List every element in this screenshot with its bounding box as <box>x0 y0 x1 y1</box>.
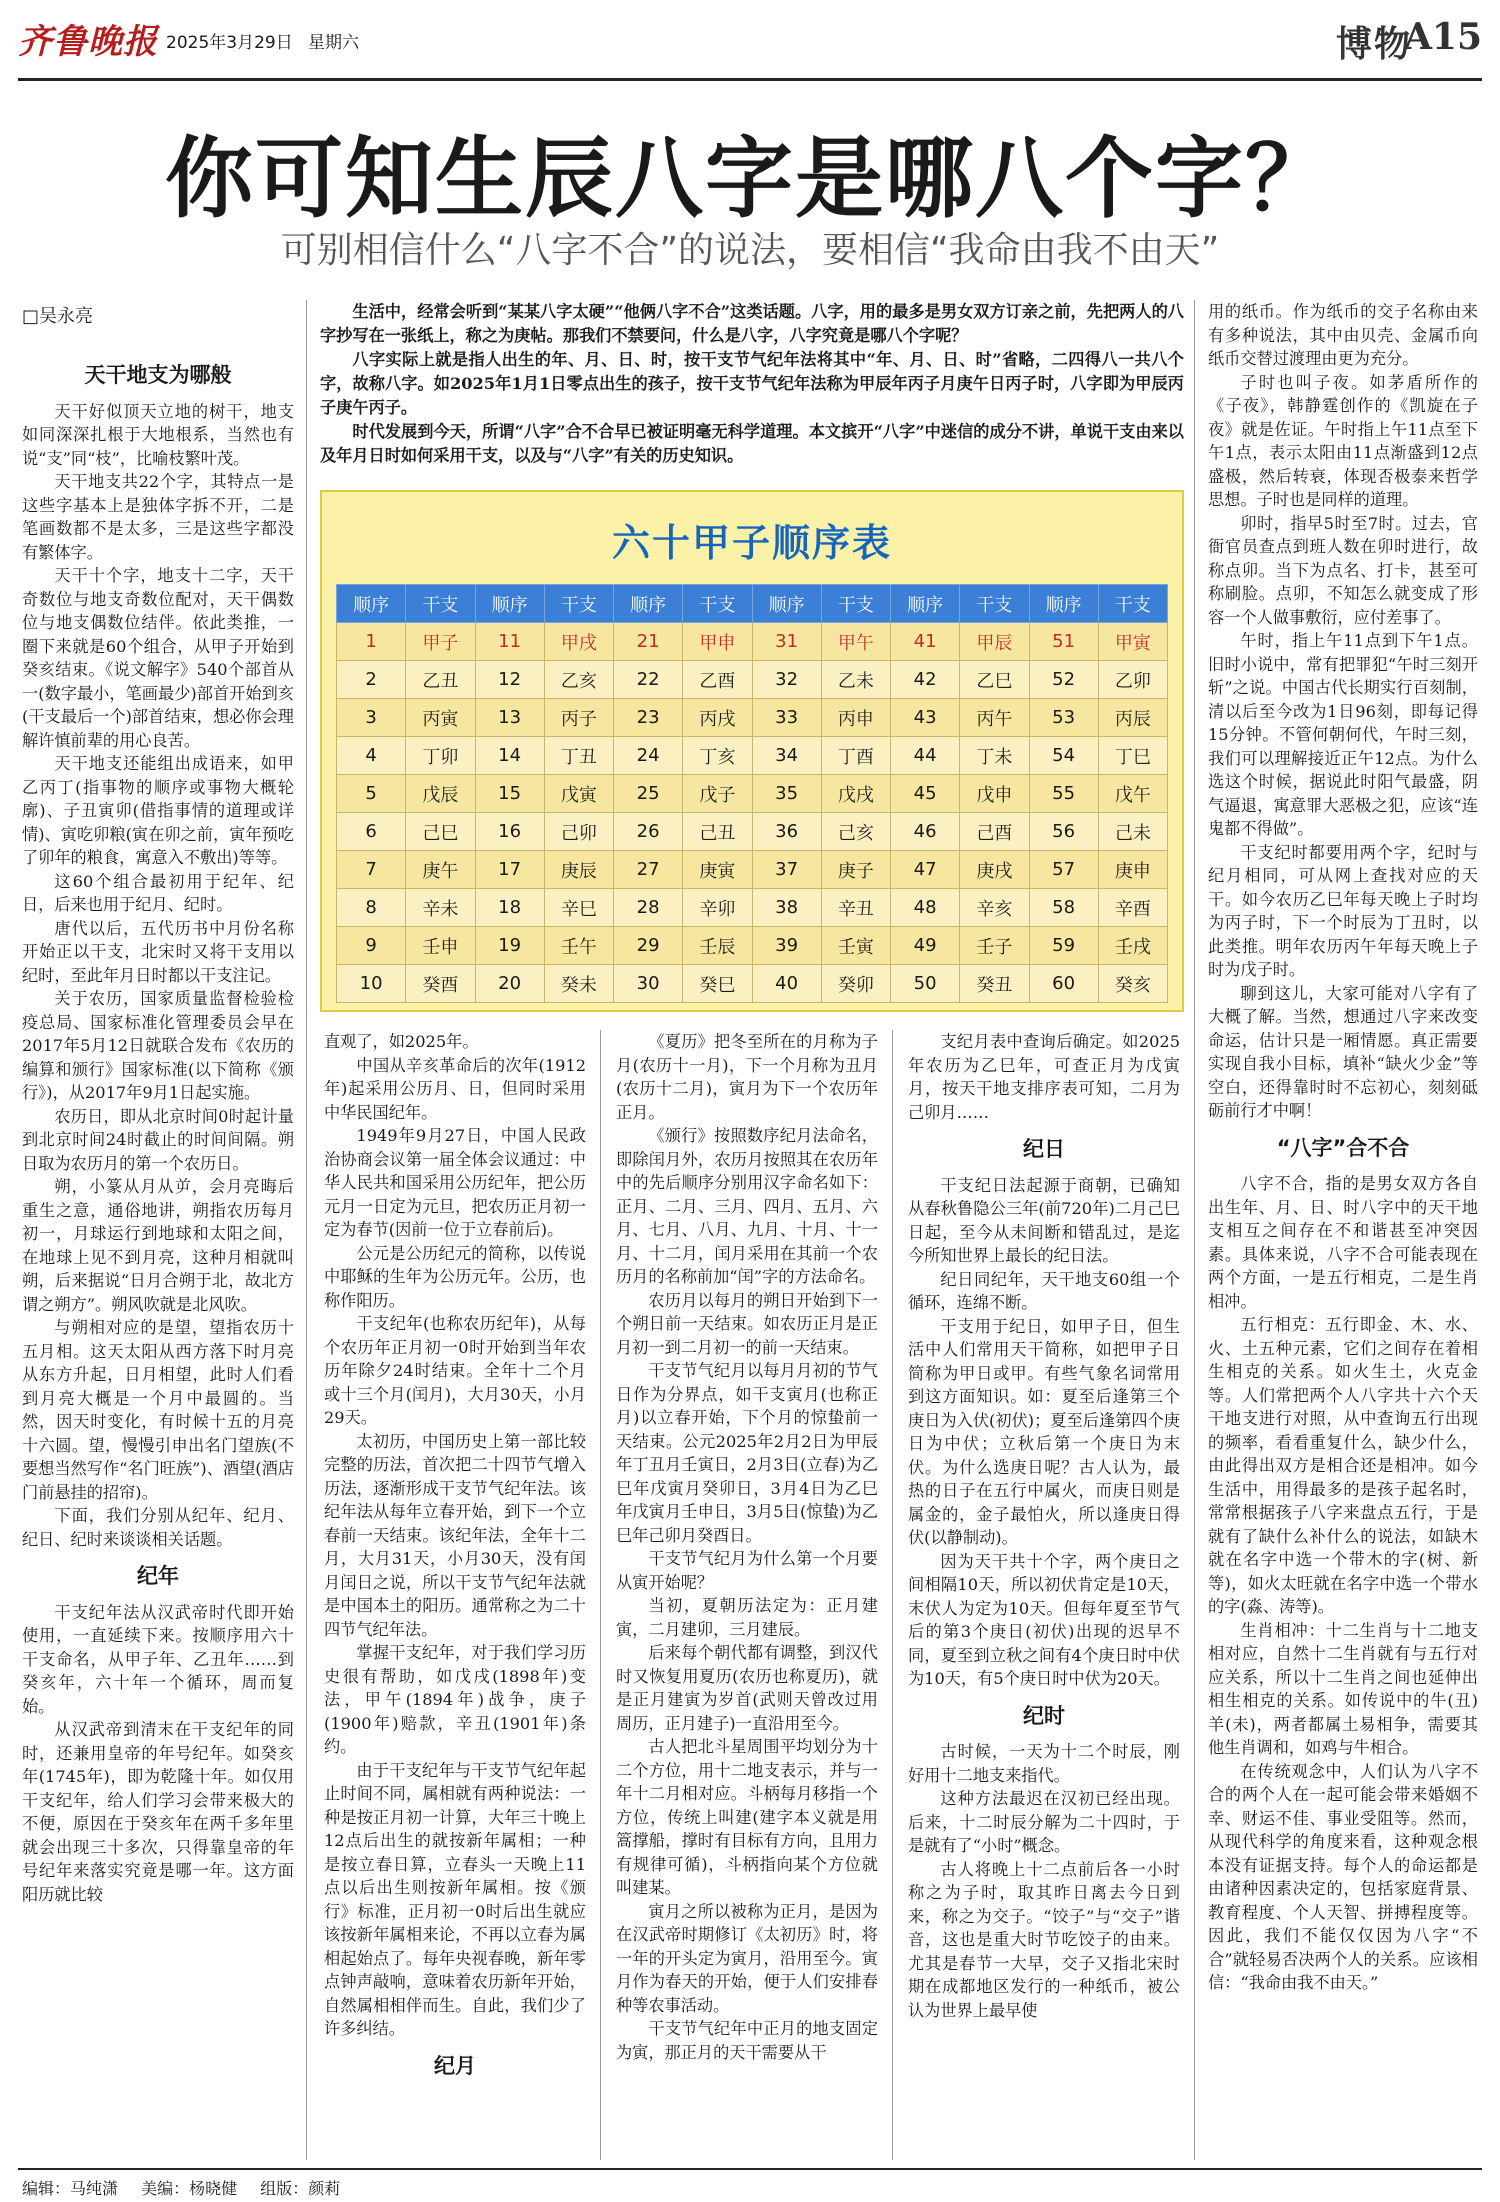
table-order-cell: 13 <box>475 699 544 737</box>
table-order-cell: 54 <box>1029 737 1098 775</box>
column-right <box>1208 300 1478 2160</box>
table-order-cell: 16 <box>475 813 544 851</box>
table-title: 六十甲子顺序表 <box>611 521 892 565</box>
table-ganzhi-cell: 辛酉 <box>1098 889 1167 927</box>
table-ganzhi-cell: 癸亥 <box>1098 965 1167 1003</box>
table-ganzhi-cell: 乙卯 <box>1098 661 1167 699</box>
body-paragraph: 干支用于纪日，如甲子日，但生活中人们常用天干简称，如把甲子日简称为甲日或甲。有些气象名词常用到这方面知识。如：夏至后逢第三个庚日为入伏(初伏)；夏至后逢第四个庚日为中伏；立秋后第一个庚日为末伏。为什么选庚日呢？古人认为，最热的日子在五行中属火，而庚日则是属金的，金子最怕火，所以逢庚日得伏(以静制动)。 <box>908 1316 1180 1547</box>
table-ganzhi-cell: 辛未 <box>406 889 475 927</box>
body-paragraph: 这60个组合最初用于纪年、纪日，后来也用于纪月、纪时。 <box>22 871 294 914</box>
body-paragraph: 支纪月表中查询后确定。如2025年农历为乙巳年，可查正月为戊寅月，按天干地支排序表可知，二月为己卯月…… <box>908 1032 1180 1122</box>
intro-paragraph: 八字实际上就是指人出生的年、月、日、时，按干支节气纪年法将其中“年、月、日、时”省略，二四得八一共八个字，故称八字。如2025年1月1日零点出生的孩子，按干支节气纪年法称为甲辰年丙子月庚午日丙子时，八字即为甲辰丙子庚午丙子。 <box>320 350 1184 417</box>
byline: □吴永亮 <box>22 306 94 327</box>
table-ganzhi-cell: 辛卯 <box>683 889 752 927</box>
intro-paragraph: 时代发展到今天，所谓“八字”合不合早已被证明毫无科学道理。本文摈开“八字”中迷信的成分不讲，单说干支由来以及年月日时如何采用干支，以及与“八字”有关的历史知识。 <box>320 422 1184 465</box>
column-mid-2 <box>616 1030 878 2160</box>
masthead <box>18 14 1482 72</box>
body-paragraph: 《颁行》按照数序纪月法命名，即除闰月外，农历月按照其在农历年中的先后顺序分别用汉字命名如下：正月、二月、三月、四月、五月、六月、七月、八月、九月、十月、十一月、十二月，闰月采用在其前一个农历月的名称前加“闰”字的方法命名。 <box>616 1126 878 1286</box>
table-row <box>337 813 1168 851</box>
body-paragraph: 干支纪时都要用两个字，纪时与纪月相同，可从网上查找对应的天干。如今农历乙巳年每天晚上子时均为丙子时，下一个时辰为丁丑时，以此类推。明年农历丙午年每天晚上子时为戊子时。 <box>1208 842 1478 979</box>
table-order-cell: 17 <box>475 851 544 889</box>
body-paragraph: 从汉武帝到清末在干支纪年的同时，还兼用皇帝的年号纪年。如癸亥年(1745年)，即为乾隆十年。如仅用干支纪年，给人们学习会带来极大的不便，原因在于癸亥年在两千多年里就会出现三十多次，只得靠皇帝的年号纪年来落实究竟是哪一年。这方面阳历就比较 <box>22 1720 294 1904</box>
footer-rule <box>18 2168 1482 2170</box>
body-paragraph: 寅月之所以被称为正月，是因为在汉武帝时期修订《太初历》时，将一年的开头定为寅月，沿用至今。寅月作为春天的开始，便于人们安排春种等农事活动。 <box>616 1901 878 2015</box>
table-ganzhi-cell: 丙寅 <box>406 699 475 737</box>
body-paragraph: 下面，我们分别从纪年、纪月、纪日、纪时来谈谈相关话题。 <box>22 1506 294 1549</box>
column-mid-1 <box>324 1030 586 2160</box>
body-paragraph: 天干地支还能组出成语来，如甲乙丙丁(指事物的顺序或事物大概轮廓)、子丑寅卯(借指事情的道理或详情)、寅吃卯粮(寅在卯之前，寅年预吃了卯年的粮食，寓意入不敷出)等等。 <box>22 754 294 867</box>
table-ganzhi-cell: 壬子 <box>960 927 1029 965</box>
table-order-cell: 57 <box>1029 851 1098 889</box>
table-order-cell: 2 <box>337 661 406 699</box>
body-paragraph: 太初历，中国历史上第一部比较完整的历法，首次把二十四节气增入历法，逐渐形成干支节气纪年法。该纪年法从每年立春开始，到下一个立春前一天结束。该纪年法，全年十二月，大月31天，小月30天，没有闰月闰日之说，所以干支节气纪年法就是中国本土的阳历。通常称之为二十四节气纪年法。 <box>324 1431 586 1639</box>
body-paragraph: 五行相克：五行即金、木、水、火、土五种元素，它们之间存在着相生相克的关系。如火生土，火克金等。人们常把两个人八字共十六个天干地支进行对照，从中查询五行出现的频率，看看重复什么，缺少什么，由此得出双方是相合还是相冲。如今生活中，用得最多的是孩子起名时，常常根据孩子八字来盘点五行，于是就有了缺什么补什么的说法，如缺木就在名字中选一个带木的字(树、新等)，如火太旺就在名字中选一个带水的字(淼、涛等)。 <box>1208 1315 1478 1616</box>
table-ganzhi-cell: 丁亥 <box>683 737 752 775</box>
body-paragraph: 子时也叫子夜。如茅盾所作的《子夜》，韩静霆创作的《凯旋在子夜》就是佐证。午时指上午11点至下午1点，表示太阳由11点渐盛到12点盛极，然后转衰，体现否极泰来哲学思想。子时也是同样的道理。 <box>1208 372 1478 509</box>
table-ganzhi-cell: 庚辰 <box>544 851 613 889</box>
table-ganzhi-cell: 丙戌 <box>683 699 752 737</box>
table-order-cell: 58 <box>1029 889 1098 927</box>
body-paragraph: 关于农历，国家质量监督检验检疫总局、国家标准化管理委员会早在2017年5月12日就联合发布《农历的编算和颁行》国家标准(以下简称《颁行》)，从2017年9月1日起实施。 <box>22 989 294 1102</box>
table-order-cell: 1 <box>337 623 406 661</box>
body-paragraph: 干支节气纪月为什么第一个月要从寅开始呢？ <box>616 1549 878 1592</box>
body-paragraph: 农历月以每月的朔日开始到下一个朔日前一天结束。如农历正月是正月初一到二月初一的前一天结束。 <box>616 1290 878 1357</box>
body-paragraph: 干支纪日法起源于商朝，已确知从春秋鲁隐公三年(前720年)二月己巳日起，至今从未间断和错乱过，是迄今所知世界上最长的纪日法。 <box>908 1175 1180 1265</box>
table-ganzhi-cell: 己酉 <box>960 813 1029 851</box>
section-label: 博物 <box>1335 23 1412 65</box>
table-order-cell: 23 <box>614 699 683 737</box>
table-order-cell: 52 <box>1029 661 1098 699</box>
table-order-cell: 19 <box>475 927 544 965</box>
body-paragraph: 干支纪年(也称农历纪年)，从每个农历年正月初一0时开始到当年农历年除夕24时结束。全年十二个月或十三个月(闰月)，大月30天，小月29天。 <box>324 1314 586 1427</box>
body-paragraph: 掌握干支纪年，对于我们学习历史很有帮助，如戊戌(1898年)变法，甲午(1894年)战争，庚子(1900年)赔款，辛丑(1901年)条约。 <box>324 1643 586 1756</box>
section-heading: 纪时 <box>1023 1703 1065 1728</box>
table-order-cell: 9 <box>337 927 406 965</box>
jiazi-table-box <box>320 490 1184 1012</box>
table-ganzhi-cell: 己未 <box>1098 813 1167 851</box>
table-order-cell: 47 <box>891 851 960 889</box>
section-heading: 纪年 <box>137 1564 179 1588</box>
body-paragraph: 这种方法最迟在汉初已经出现。后来，十二时辰分解为二十四时，于是就有了“小时”概念。 <box>908 1789 1180 1855</box>
table-header-cell: 顺序 <box>614 585 683 623</box>
table-ganzhi-cell: 甲寅 <box>1098 623 1167 661</box>
table-ganzhi-cell: 壬申 <box>406 927 475 965</box>
table-ganzhi-cell: 壬戌 <box>1098 927 1167 965</box>
table-order-cell: 24 <box>614 737 683 775</box>
table-order-cell: 32 <box>752 661 821 699</box>
column-rule <box>600 1030 601 2160</box>
body-paragraph: 直观了，如2025年。 <box>324 1032 479 1051</box>
table-order-cell: 12 <box>475 661 544 699</box>
column-rule <box>1194 300 1195 2160</box>
section-heading: 纪月 <box>434 2053 476 2078</box>
table-order-cell: 15 <box>475 775 544 813</box>
table-ganzhi-cell: 乙亥 <box>544 661 613 699</box>
body-paragraph: 干支纪年法从汉武帝时代即开始使用，一直延续下来。按顺序用六十干支命名，从甲子年、乙丑年……到癸亥年，六十年一个循环，周而复始。 <box>22 1602 294 1716</box>
table-order-cell: 39 <box>752 927 821 965</box>
art-editor-credit: 美编：杨晓健 <box>141 2179 238 2198</box>
body-paragraph: 天干地支共22个字，其特点一是这些字基本上是独体字拆不开，二是笔画数都不是太多，三是这些字都没有繁体字。 <box>22 472 294 562</box>
header-rule <box>18 78 1482 81</box>
table-ganzhi-cell: 辛丑 <box>821 889 890 927</box>
table-order-cell: 44 <box>891 737 960 775</box>
body-paragraph: 与朔相对应的是望，望指农历十五月相。这天太阳从西方落下时月亮从东方升起，日月相望，此时人们看到月亮大概是一个月中最圆的。当然，因天时变化，有时候十五的月亮十六圆。望，慢慢引申出名门望族(不要想当然写作“名门旺族”)、酒望(酒店门前悬挂的招帘)。 <box>22 1318 294 1502</box>
table-order-cell: 56 <box>1029 813 1098 851</box>
table-header-cell: 干支 <box>406 585 475 623</box>
article-title: 你可知生辰八字是哪八个字？ <box>164 126 1335 230</box>
table-order-cell: 45 <box>891 775 960 813</box>
table-order-cell: 21 <box>614 623 683 661</box>
table-ganzhi-cell: 丁卯 <box>406 737 475 775</box>
table-row <box>337 927 1168 965</box>
column-mid-3 <box>908 1030 1180 2160</box>
table-order-cell: 30 <box>614 965 683 1003</box>
table-ganzhi-cell: 己巳 <box>406 813 475 851</box>
table-ganzhi-cell: 庚戌 <box>960 851 1029 889</box>
body-paragraph: 中国从辛亥革命后的次年(1912年)起采用公历月、日，但同时采用中华民国纪年。 <box>324 1055 586 1122</box>
table-ganzhi-cell: 壬辰 <box>683 927 752 965</box>
jiazi-table <box>336 584 1168 1003</box>
table-ganzhi-cell: 癸丑 <box>960 965 1029 1003</box>
body-paragraph: 古时候，一天为十二个时辰，刚好用十二地支来指代。 <box>908 1742 1180 1785</box>
table-ganzhi-cell: 丁巳 <box>1098 737 1167 775</box>
body-paragraph: 纪日同纪年，天干地支60组一个循环，连绵不断。 <box>908 1269 1180 1312</box>
table-ganzhi-cell: 戊寅 <box>544 775 613 813</box>
table-order-cell: 53 <box>1029 699 1098 737</box>
table-ganzhi-cell: 戊辰 <box>406 775 475 813</box>
table-header-cell: 干支 <box>960 585 1029 623</box>
editor-credit: 编辑：马纯潇 <box>22 2179 119 2198</box>
table-order-cell: 38 <box>752 889 821 927</box>
table-order-cell: 18 <box>475 889 544 927</box>
table-order-cell: 37 <box>752 851 821 889</box>
table-order-cell: 40 <box>752 965 821 1003</box>
issue-weekday: 星期六 <box>308 33 359 53</box>
table-ganzhi-cell: 丁丑 <box>544 737 613 775</box>
intro-paragraph: 生活中，经常会听到“某某八字太硬”“他俩八字不合”这类话题。八字，用的最多是男女双方订亲之前，先把两人的八字抄写在一张纸上，称之为庚帖。那我们不禁要问，什么是八字，八字究竟是哪八个字呢？ <box>320 302 1184 345</box>
table-order-cell: 50 <box>891 965 960 1003</box>
table-ganzhi-cell: 辛巳 <box>544 889 613 927</box>
table-order-cell: 49 <box>891 927 960 965</box>
table-ganzhi-cell: 丙午 <box>960 699 1029 737</box>
table-order-cell: 43 <box>891 699 960 737</box>
table-order-cell: 22 <box>614 661 683 699</box>
table-header-row <box>337 585 1168 623</box>
body-paragraph: 干支节气纪月以每月月初的节气日作为分界点，如干支寅月(也称正月)以立春开始，下个月的惊蛰前一天结束。公元2025年2月2日为甲辰年丁丑月壬寅日，2月3日(立春)为乙巳年戊寅月癸卯日，3月4日为乙巳年戊寅月壬申日，3月5日(惊蛰)为乙巳年己卯月癸酉日。 <box>616 1361 878 1545</box>
body-paragraph: 八字不合，指的是男女双方各自出生年、月、日、时八字中的天干地支相互之间存在不和谐甚至冲突因素。具体来说，八字不合可能表现在两个方面，一是五行相克，二是生肖相冲。 <box>1208 1174 1478 1311</box>
table-order-cell: 26 <box>614 813 683 851</box>
body-paragraph: 聊到这儿，大家可能对八字有了大概了解。当然，想通过八字来改变命运，估计只是一厢情愿。真正需要实现自我小目标，填补“缺火少金”等空白，还得靠时时不忘初心，刻刻砥砺前行才中啊！ <box>1208 983 1478 1120</box>
column-left <box>22 350 294 2160</box>
column-rule <box>306 300 307 2160</box>
table-order-cell: 4 <box>337 737 406 775</box>
table-ganzhi-cell: 庚子 <box>821 851 890 889</box>
table-row <box>337 775 1168 813</box>
article-subtitle: 可别相信什么“八字不合”的说法，要相信“我命由我不由天” <box>280 230 1220 271</box>
table-ganzhi-cell: 甲申 <box>683 623 752 661</box>
table-order-cell: 35 <box>752 775 821 813</box>
table-row <box>337 965 1168 1003</box>
table-order-cell: 20 <box>475 965 544 1003</box>
table-order-cell: 29 <box>614 927 683 965</box>
table-order-cell: 27 <box>614 851 683 889</box>
table-order-cell: 41 <box>891 623 960 661</box>
table-header-cell: 干支 <box>1098 585 1167 623</box>
table-ganzhi-cell: 丁未 <box>960 737 1029 775</box>
page-footer <box>22 2176 358 2199</box>
body-paragraph: 天干好似顶天立地的树干，地支如同深深扎根于大地根系，当然也有说“支”同“枝”，比喻枝繁叶茂。 <box>22 401 294 468</box>
table-ganzhi-cell: 癸卯 <box>821 965 890 1003</box>
table-order-cell: 10 <box>337 965 406 1003</box>
table-order-cell: 31 <box>752 623 821 661</box>
table-ganzhi-cell: 戊申 <box>960 775 1029 813</box>
body-paragraph: 用的纸币。作为纸币的交子名称由来有多种说法，其中由贝壳、金属币向纸币交替过渡理由更为充分。 <box>1208 302 1478 368</box>
section-heading: “八字”合不合 <box>1276 1135 1410 1160</box>
table-ganzhi-cell: 甲辰 <box>960 623 1029 661</box>
table-row <box>337 623 1168 661</box>
body-paragraph: 当初，夏朝历法定为：正月建寅，二月建卯，三月建辰。 <box>616 1596 878 1639</box>
table-ganzhi-cell: 戊戌 <box>821 775 890 813</box>
body-paragraph: 由于干支纪年与干支节气纪年起止时间不同，属相就有两种说法：一种是按正月初一计算，大年三十晚上12点后出生的就按新年属相；一种是按立春日算，立春头一天晚上11点以后出生则按新年属相。按《颁行》标准，正月初一0时后出生就应该按新年属相来论，不再以立春为属相起始点了。每年央视春晚，新年零点钟声敲响，意味着农历新年开始，自然属相相伴而生。自此，我们少了许多纠结。 <box>324 1760 586 2038</box>
body-paragraph: 1949年9月27日，中国人民政治协商会议第一届全体会议通过：中华人民共和国采用公历纪年，把公历元月一日定为元旦，把农历正月初一定为春节(因前一位于立春前后)。 <box>324 1126 586 1239</box>
body-paragraph: 在传统观念中，人们认为八字不合的两个人在一起可能会带来婚姻不幸、财运不佳、事业受阻等。然而，从现代科学的角度来看，这种观念根本没有证据支持。每个人的命运都是由诸种因素决定的，包括家庭背景、教育程度、个人天智、拼搏程度等。因此，我们不能仅仅因为八字“不合”就轻易否决两个人的关系。应该相信：“我命由我不由天。” <box>1208 1761 1478 1992</box>
table-row <box>337 737 1168 775</box>
table-order-cell: 14 <box>475 737 544 775</box>
table-ganzhi-cell: 己亥 <box>821 813 890 851</box>
table-body <box>337 623 1168 1003</box>
table-ganzhi-cell: 丙辰 <box>1098 699 1167 737</box>
table-row <box>337 851 1168 889</box>
table-ganzhi-cell: 甲子 <box>406 623 475 661</box>
table-ganzhi-cell: 乙丑 <box>406 661 475 699</box>
table-header-cell: 顺序 <box>752 585 821 623</box>
body-paragraph: 午时，指上午11点到下午1点。旧时小说中，常有把罪犯“午时三刻开斩”之说。中国古代长期实行百刻制，清以后至今改为1日96刻，即每记得15分钟。不管何朝何代，午时三刻，我们可以理解接近正午12点。为什么选这个时候，据说此时阳气最盛，阴气逼退，寓意罪大恶极之犯，应该“连鬼都不得做”。 <box>1208 631 1478 838</box>
table-ganzhi-cell: 癸酉 <box>406 965 475 1003</box>
body-paragraph: 《夏历》把冬至所在的月称为子月(农历十一月)，下一个月称为丑月(农历十二月)，寅月为下一个农历年正月。 <box>616 1032 878 1122</box>
table-ganzhi-cell: 辛亥 <box>960 889 1029 927</box>
body-paragraph: 古人把北斗星周围平均划分为十二个方位，用十二地支表示，并与一年十二月相对应。斗柄每月移指一个方位，传统上叫建(建字本义就是用篙撑船，撑时有目标有方向，且用力有规律可循)，斗柄指向某个方位就叫建某。 <box>616 1737 878 1897</box>
body-paragraph: 卯时，指早5时至7时。过去，官衙官员查点到班人数在卯时进行，故称点卯。当下为点名、打卡，甚至可称刷脸。点卯，不知怎么就变成了形容一个人做事敷衍，应付差事了。 <box>1208 513 1478 627</box>
body-paragraph: 干支节气纪年中正月的地支固定为寅，那正月的天干需要从干 <box>616 2019 878 2062</box>
table-ganzhi-cell: 癸未 <box>544 965 613 1003</box>
table-header-cell: 顺序 <box>337 585 406 623</box>
body-paragraph: 因为天干共十个字，两个庚日之间相隔10天，所以初伏肯定是10天，末伏人为定为10天。但每年夏至节气后的第3个庚日(初伏)出现的迟早不同，夏至到立秋之间有4个庚日时中伏为10天，有5个庚日时中伏为20天。 <box>908 1551 1180 1688</box>
body-paragraph: 生肖相冲：十二生肖与十二地支相对应，自然十二生肖就有与五行对应关系，所以十二生肖之间也延伸出相生相克的关系。如传说中的牛(丑)羊(未)，两者都属土易相争，需要其他生肖调和，如鸡与牛相合。 <box>1208 1620 1478 1757</box>
body-paragraph: 后来每个朝代都有调整，到汉代时又恢复用夏历(农历也称夏历)，就是正月建寅为岁首(武则天曾改过用周历，正月建子)一直沿用至今。 <box>616 1643 878 1733</box>
body-paragraph: 农历日，即从北京时间0时起计量到北京时间24时截止的时间间隔。朔日取为农历月的第一个农历日。 <box>22 1106 294 1173</box>
section-heading: 纪日 <box>1023 1137 1065 1161</box>
table-ganzhi-cell: 戊子 <box>683 775 752 813</box>
table-order-cell: 60 <box>1029 965 1098 1003</box>
table-ganzhi-cell: 丁酉 <box>821 737 890 775</box>
table-row <box>337 889 1168 927</box>
body-paragraph: 朔，小篆从月从屰，会月亮晦后重生之意，通俗地讲，朔指农历每月初一，月球运行到地球和太阳之间，在地球上见不到月亮，这种月相就叫朔，后来据说“日月合朔于北，故北方谓之朔方”。朔风吹就是北风吹。 <box>22 1177 294 1314</box>
table-ganzhi-cell: 癸巳 <box>683 965 752 1003</box>
table-header-cell: 顺序 <box>475 585 544 623</box>
table-ganzhi-cell: 丙子 <box>544 699 613 737</box>
column-rule <box>892 1030 893 2160</box>
page-number: A15 <box>1403 16 1482 58</box>
table-ganzhi-cell: 庚寅 <box>683 851 752 889</box>
body-paragraph: 唐代以后，五代历书中月份名称开始正以干支，北宋时又将干支用以纪时，至此年月日时都以干支注记。 <box>22 918 294 985</box>
table-order-cell: 36 <box>752 813 821 851</box>
table-ganzhi-cell: 己卯 <box>544 813 613 851</box>
table-ganzhi-cell: 庚申 <box>1098 851 1167 889</box>
table-order-cell: 6 <box>337 813 406 851</box>
table-order-cell: 7 <box>337 851 406 889</box>
article-intro <box>320 300 1184 480</box>
table-ganzhi-cell: 乙巳 <box>960 661 1029 699</box>
table-order-cell: 33 <box>752 699 821 737</box>
table-row <box>337 661 1168 699</box>
table-order-cell: 28 <box>614 889 683 927</box>
table-ganzhi-cell: 己丑 <box>683 813 752 851</box>
table-header-cell: 干支 <box>544 585 613 623</box>
table-ganzhi-cell: 庚午 <box>406 851 475 889</box>
table-header-cell: 顺序 <box>1029 585 1098 623</box>
table-header-cell: 干支 <box>821 585 890 623</box>
table-order-cell: 11 <box>475 623 544 661</box>
table-order-cell: 51 <box>1029 623 1098 661</box>
table-order-cell: 48 <box>891 889 960 927</box>
table-header-cell: 顺序 <box>891 585 960 623</box>
body-paragraph: 古人将晚上十二点前后各一小时称之为子时，取其昨日离去今日到来，称之为交子。“饺子”与“交子”谐音，这也是重大时节吃饺子的由来。尤其是春节一大早，交子又指北宋时期在成都地区发行的一种纸币，被公认为世界上最早使 <box>908 1859 1180 2020</box>
table-order-cell: 5 <box>337 775 406 813</box>
layout-credit: 组版：颜莉 <box>260 2179 341 2198</box>
section-heading: 天干地支为哪般 <box>84 363 232 387</box>
table-ganzhi-cell: 戊午 <box>1098 775 1167 813</box>
table-order-cell: 8 <box>337 889 406 927</box>
table-order-cell: 59 <box>1029 927 1098 965</box>
table-ganzhi-cell: 壬寅 <box>821 927 890 965</box>
table-ganzhi-cell: 壬午 <box>544 927 613 965</box>
table-ganzhi-cell: 丙申 <box>821 699 890 737</box>
table-row <box>337 699 1168 737</box>
table-order-cell: 55 <box>1029 775 1098 813</box>
table-order-cell: 46 <box>891 813 960 851</box>
issue-date: 2025年3月29日 <box>166 33 293 53</box>
table-ganzhi-cell: 甲戌 <box>544 623 613 661</box>
body-paragraph: 天干十个字，地支十二字，天干奇数位与地支奇数位配对，天干偶数位与地支偶数位结伴。依此类推，一圈下来就是60个组合，从甲子开始到癸亥结束。《说文解字》540个部首从一(数字最小，笔画最少)部首开始到亥(干支最后一个)部首结束，想必你会理解许慎前辈的用心良苦。 <box>22 566 294 750</box>
table-order-cell: 3 <box>337 699 406 737</box>
table-order-cell: 34 <box>752 737 821 775</box>
table-order-cell: 25 <box>614 775 683 813</box>
table-ganzhi-cell: 乙未 <box>821 661 890 699</box>
body-paragraph: 公元是公历纪元的简称，以传说中耶稣的生年为公历元年。公历，也称作阳历。 <box>324 1243 586 1310</box>
table-ganzhi-cell: 乙酉 <box>683 661 752 699</box>
newspaper-logo: 齐鲁晚报 <box>18 22 158 62</box>
table-order-cell: 42 <box>891 661 960 699</box>
table-ganzhi-cell: 甲午 <box>821 623 890 661</box>
table-header-cell: 干支 <box>683 585 752 623</box>
